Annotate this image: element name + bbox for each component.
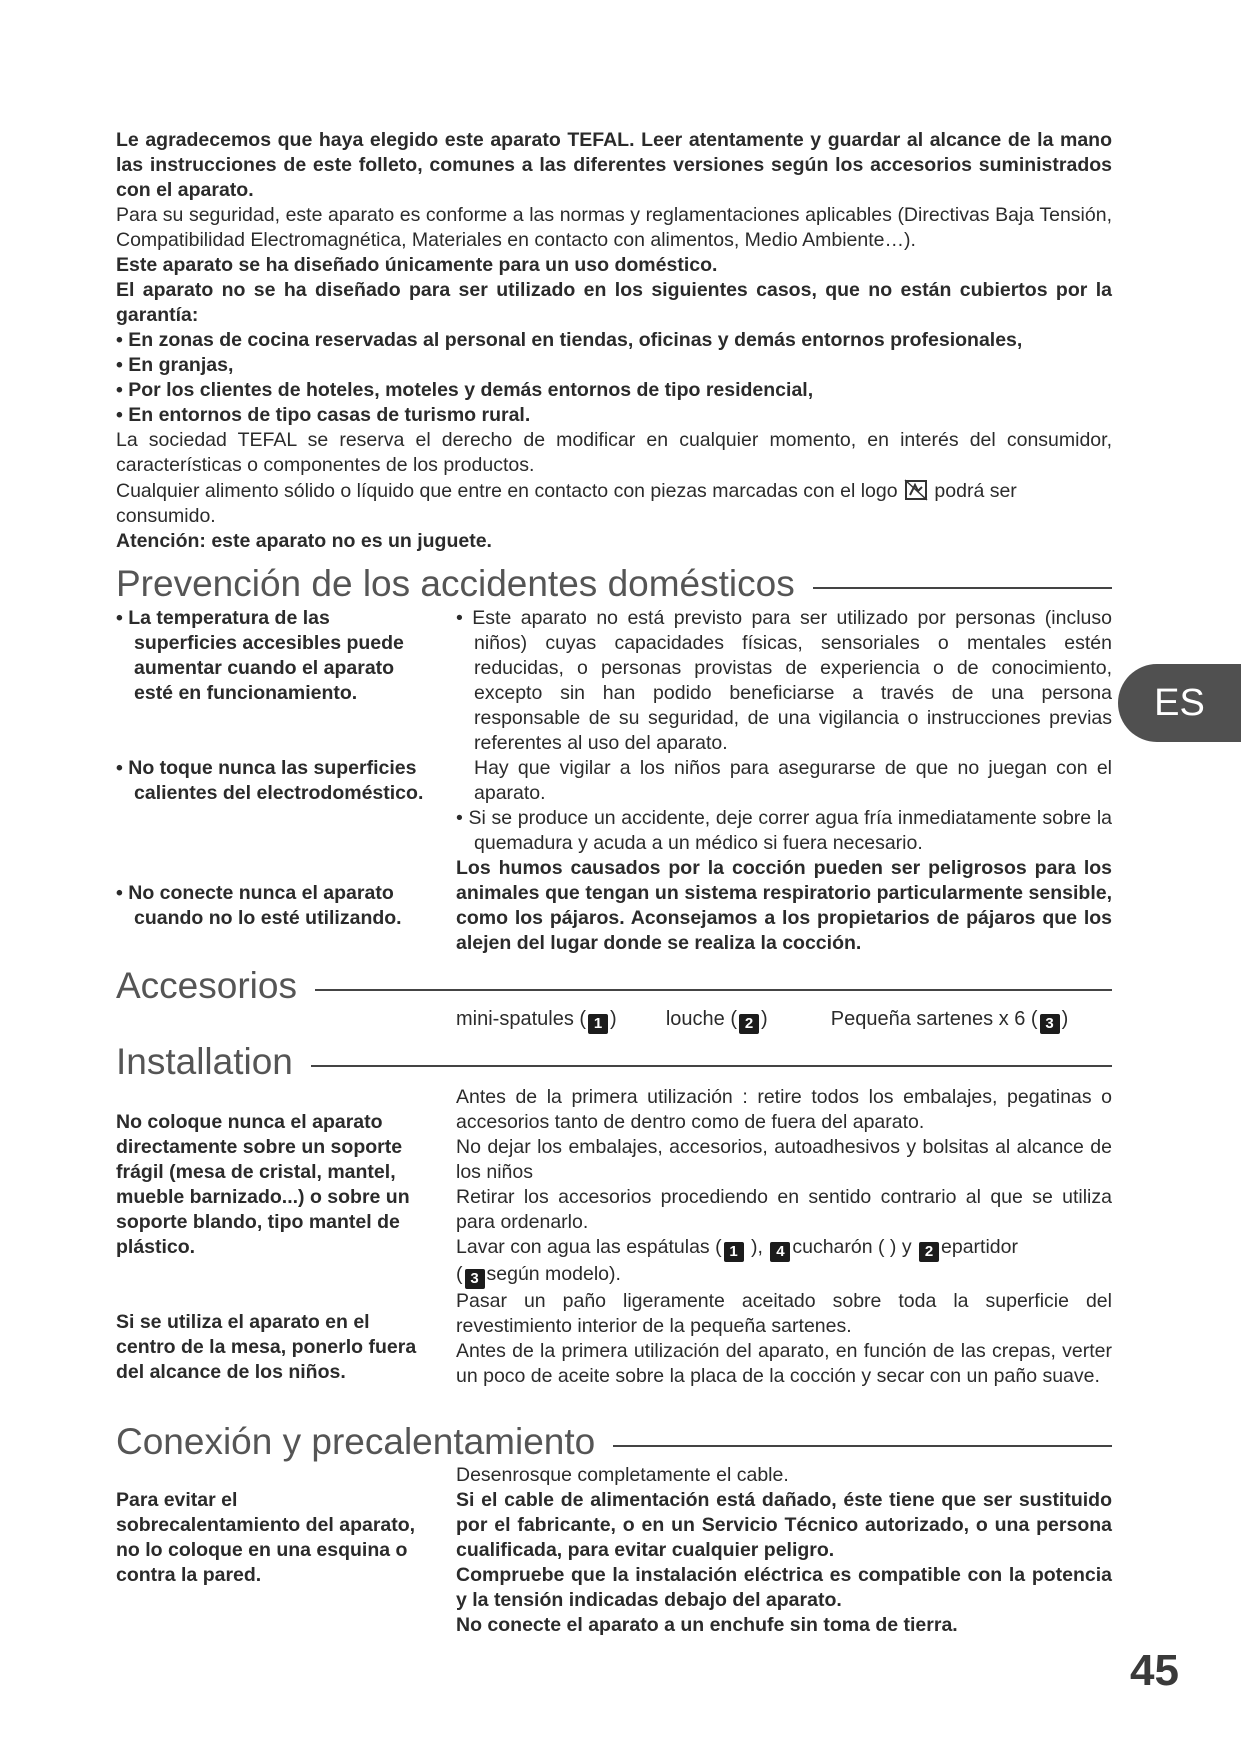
number-badge: 1 bbox=[724, 1242, 744, 1262]
intro-paragraph-5: La sociedad TEFAL se reserva el derecho de modificar en cualquier momento, en interés del consumidor, características o componentes de los productos. bbox=[116, 429, 1112, 476]
number-badge: 4 bbox=[770, 1242, 790, 1262]
prevention-text-3: • Si se produce un accidente, deje correr agua fría inmediatamente sobre la quemadura y acuda a un médico si fuera necesario. bbox=[456, 807, 1112, 854]
text-span: según modelo). bbox=[486, 1263, 621, 1285]
text-span: ), bbox=[751, 1236, 763, 1258]
section-title: Installation bbox=[116, 1041, 293, 1082]
bracket: ) bbox=[1061, 1008, 1069, 1030]
installation-warning bbox=[116, 1110, 426, 1260]
accessories-heading bbox=[116, 964, 1112, 1008]
language-tab: ES bbox=[1118, 664, 1241, 742]
installation-heading bbox=[116, 1040, 1112, 1084]
installation-text-6: Antes de la primera utilización del aparato, en función de las crepas, verter un poco de aceite sobre la placa de la cocción y secar con un paño suave. bbox=[456, 1340, 1112, 1387]
prevention-text-1: • Este aparato no está previsto para ser utilizado por personas (incluso niños) cuyas capacidades físicas, sensoriales o mentales estén reducidas, o personas provistas de experiencia o de conocimiento, excepto sin han podido beneficiarse a través de una persona responsable de su seguridad, de una vigilancia o instrucciones previas referentes al uso del aparato. bbox=[456, 607, 1112, 754]
accessory-item bbox=[456, 1008, 617, 1030]
connection-warning bbox=[116, 1488, 426, 1588]
prevention-warning-text: • La temperatura de las superficies accesibles puede aumentar cuando el aparato esté en funcionamiento. bbox=[116, 607, 404, 704]
divider bbox=[613, 1445, 1112, 1447]
intro-bullet: • En granjas, bbox=[116, 354, 234, 376]
accessory-item bbox=[666, 1008, 768, 1030]
section-title: Accesorios bbox=[116, 965, 297, 1006]
accessory-item bbox=[831, 1008, 1068, 1030]
installation-warning-text: Si se utiliza el aparato en el centro de la mesa, ponerlo fuera del alcance de los niños. bbox=[116, 1311, 417, 1383]
intro-block bbox=[116, 128, 1112, 554]
food-contact-logo-icon bbox=[903, 478, 929, 502]
number-badge: 3 bbox=[1040, 1014, 1060, 1034]
number-badge: 1 bbox=[588, 1014, 608, 1034]
number-badge: 2 bbox=[919, 1242, 939, 1262]
section-title: Conexión y precalentamiento bbox=[116, 1421, 596, 1462]
connection-text-3: Compruebe que la instalación eléctrica es compatible con la potencia y la tensión indicadas debajo del aparato. bbox=[456, 1564, 1112, 1611]
intro-paragraph-2: Para su seguridad, este aparato es conforme a las normas y reglamentaciones aplicables (Directivas Baja Tensión, Compatibilidad Electromagnética, Materiales en contacto con alimentos, Medio Ambiente…). bbox=[116, 204, 1112, 251]
intro-bullet: • En entornos de tipo casas de turismo rural. bbox=[116, 404, 531, 426]
accessory-label: louche ( bbox=[665, 1008, 737, 1030]
text-span: Lavar con agua las espátulas ( bbox=[456, 1236, 722, 1258]
connection-warning-text: Para evitar el sobrecalentamiento del aparato, no lo coloque en una esquina o contra la pared. bbox=[116, 1489, 416, 1586]
page-number: 45 bbox=[1130, 1646, 1179, 1695]
connection-text-4: No conecte el aparato a un enchufe sin toma de tierra. bbox=[456, 1614, 958, 1636]
intro-bullet: • En zonas de cocina reservadas al personal en tiendas, oficinas y demás entornos profesionales, bbox=[116, 329, 1023, 351]
prevention-warning-text: • No toque nunca las superficies calientes del electrodoméstico. bbox=[116, 757, 424, 804]
installation-details bbox=[456, 1085, 1112, 1389]
prevention-warning bbox=[116, 756, 426, 806]
prevention-details bbox=[456, 606, 1112, 956]
text-span: epartidor bbox=[941, 1236, 1018, 1258]
section-title: Prevención de los accidentes domésticos bbox=[116, 563, 795, 604]
intro-paragraph-4: El aparato no se ha diseñado para ser utilizado en los siguientes casos, que no están cubiertos por la garantía: bbox=[116, 279, 1112, 326]
installation-text-1: Antes de la primera utilización : retire todos los embalajes, pegatinas o accesorios tanto de dentro como de fuera del aparato. bbox=[456, 1086, 1112, 1133]
intro-paragraph-1: Le agradecemos que haya elegido este aparato TEFAL. Leer atentamente y guardar al alcance de la mano las instrucciones de este folleto, comunes a las diferentes versiones según los accesorios suministrados con el aparato. bbox=[116, 129, 1112, 201]
intro-paragraph-6 bbox=[116, 478, 1112, 529]
intro-paragraph-7: Atención: este aparato no es un juguete. bbox=[116, 530, 492, 552]
connection-heading bbox=[116, 1420, 1112, 1464]
prevention-warning bbox=[116, 881, 426, 931]
installation-text-5: Pasar un paño ligeramente aceitado sobre toda la superficie del revestimiento interior de la pequeña sartenes. bbox=[456, 1290, 1112, 1337]
intro-paragraph-6-start: Cualquier alimento sólido o líquido que entre en contacto con piezas marcadas con el logo bbox=[116, 480, 898, 502]
prevention-heading bbox=[116, 562, 1112, 606]
divider bbox=[315, 989, 1112, 991]
installation-text-4 bbox=[456, 1235, 1112, 1289]
intro-bullet: • Por los clientes de hoteles, moteles y demás entornos de tipo residencial, bbox=[116, 379, 814, 401]
accessories-list bbox=[456, 1007, 1112, 1034]
number-badge: 2 bbox=[739, 1014, 759, 1034]
installation-text-3: Retirar los accesorios procediendo en sentido contrario al que se utiliza para ordenarlo. bbox=[456, 1186, 1112, 1233]
accessory-label: mini-spatules ( bbox=[456, 1008, 587, 1030]
installation-warning bbox=[116, 1310, 426, 1385]
connection-text-1: Desenrosque completamente el cable. bbox=[456, 1464, 789, 1486]
prevention-text-4: Los humos causados por la cocción pueden ser peligrosos para los animales que tengan un sistema respiratorio particularmente sensible, como los pájaros. Aconsejamos a los propietarios de pájaros que los alejen del lugar donde se realiza la cocción. bbox=[456, 857, 1112, 954]
installation-warning-text: No coloque nunca el aparato directamente sobre un soporte frágil (mesa de cristal, mantel, mueble barnizado...) o sobre un soporte blando, tipo mantel de plástico. bbox=[116, 1111, 410, 1258]
bracket: ) bbox=[761, 1008, 768, 1030]
divider bbox=[813, 587, 1112, 589]
accessory-label: Pequeña sartenes x 6 ( bbox=[830, 1008, 1038, 1030]
text-span: cucharón ( ) y bbox=[792, 1236, 912, 1258]
connection-text-2: Si el cable de alimentación está dañado, éste tiene que ser sustituido por el fabricante, o en un Servicio Técnico autorizado, o una persona cualificada, para evitar cualquier peligro. bbox=[456, 1489, 1112, 1561]
installation-text-2: No dejar los embalajes, accesorios, autoadhesivos y bolsitas al alcance de los niños bbox=[456, 1136, 1112, 1183]
bracket: ) bbox=[610, 1008, 617, 1030]
prevention-warning bbox=[116, 606, 426, 706]
prevention-text-2: Hay que vigilar a los niños para asegurarse de que no juegan con el aparato. bbox=[474, 757, 1112, 804]
connection-details bbox=[456, 1463, 1112, 1638]
text-span: ( bbox=[456, 1263, 463, 1285]
number-badge: 3 bbox=[465, 1269, 485, 1289]
intro-paragraph-6-end: podrá ser consumido. bbox=[116, 480, 1017, 527]
divider bbox=[311, 1065, 1112, 1067]
prevention-warning-text: • No conecte nunca el aparato cuando no lo esté utilizando. bbox=[116, 882, 402, 929]
intro-paragraph-3: Este aparato se ha diseñado únicamente para un uso doméstico. bbox=[116, 254, 718, 276]
